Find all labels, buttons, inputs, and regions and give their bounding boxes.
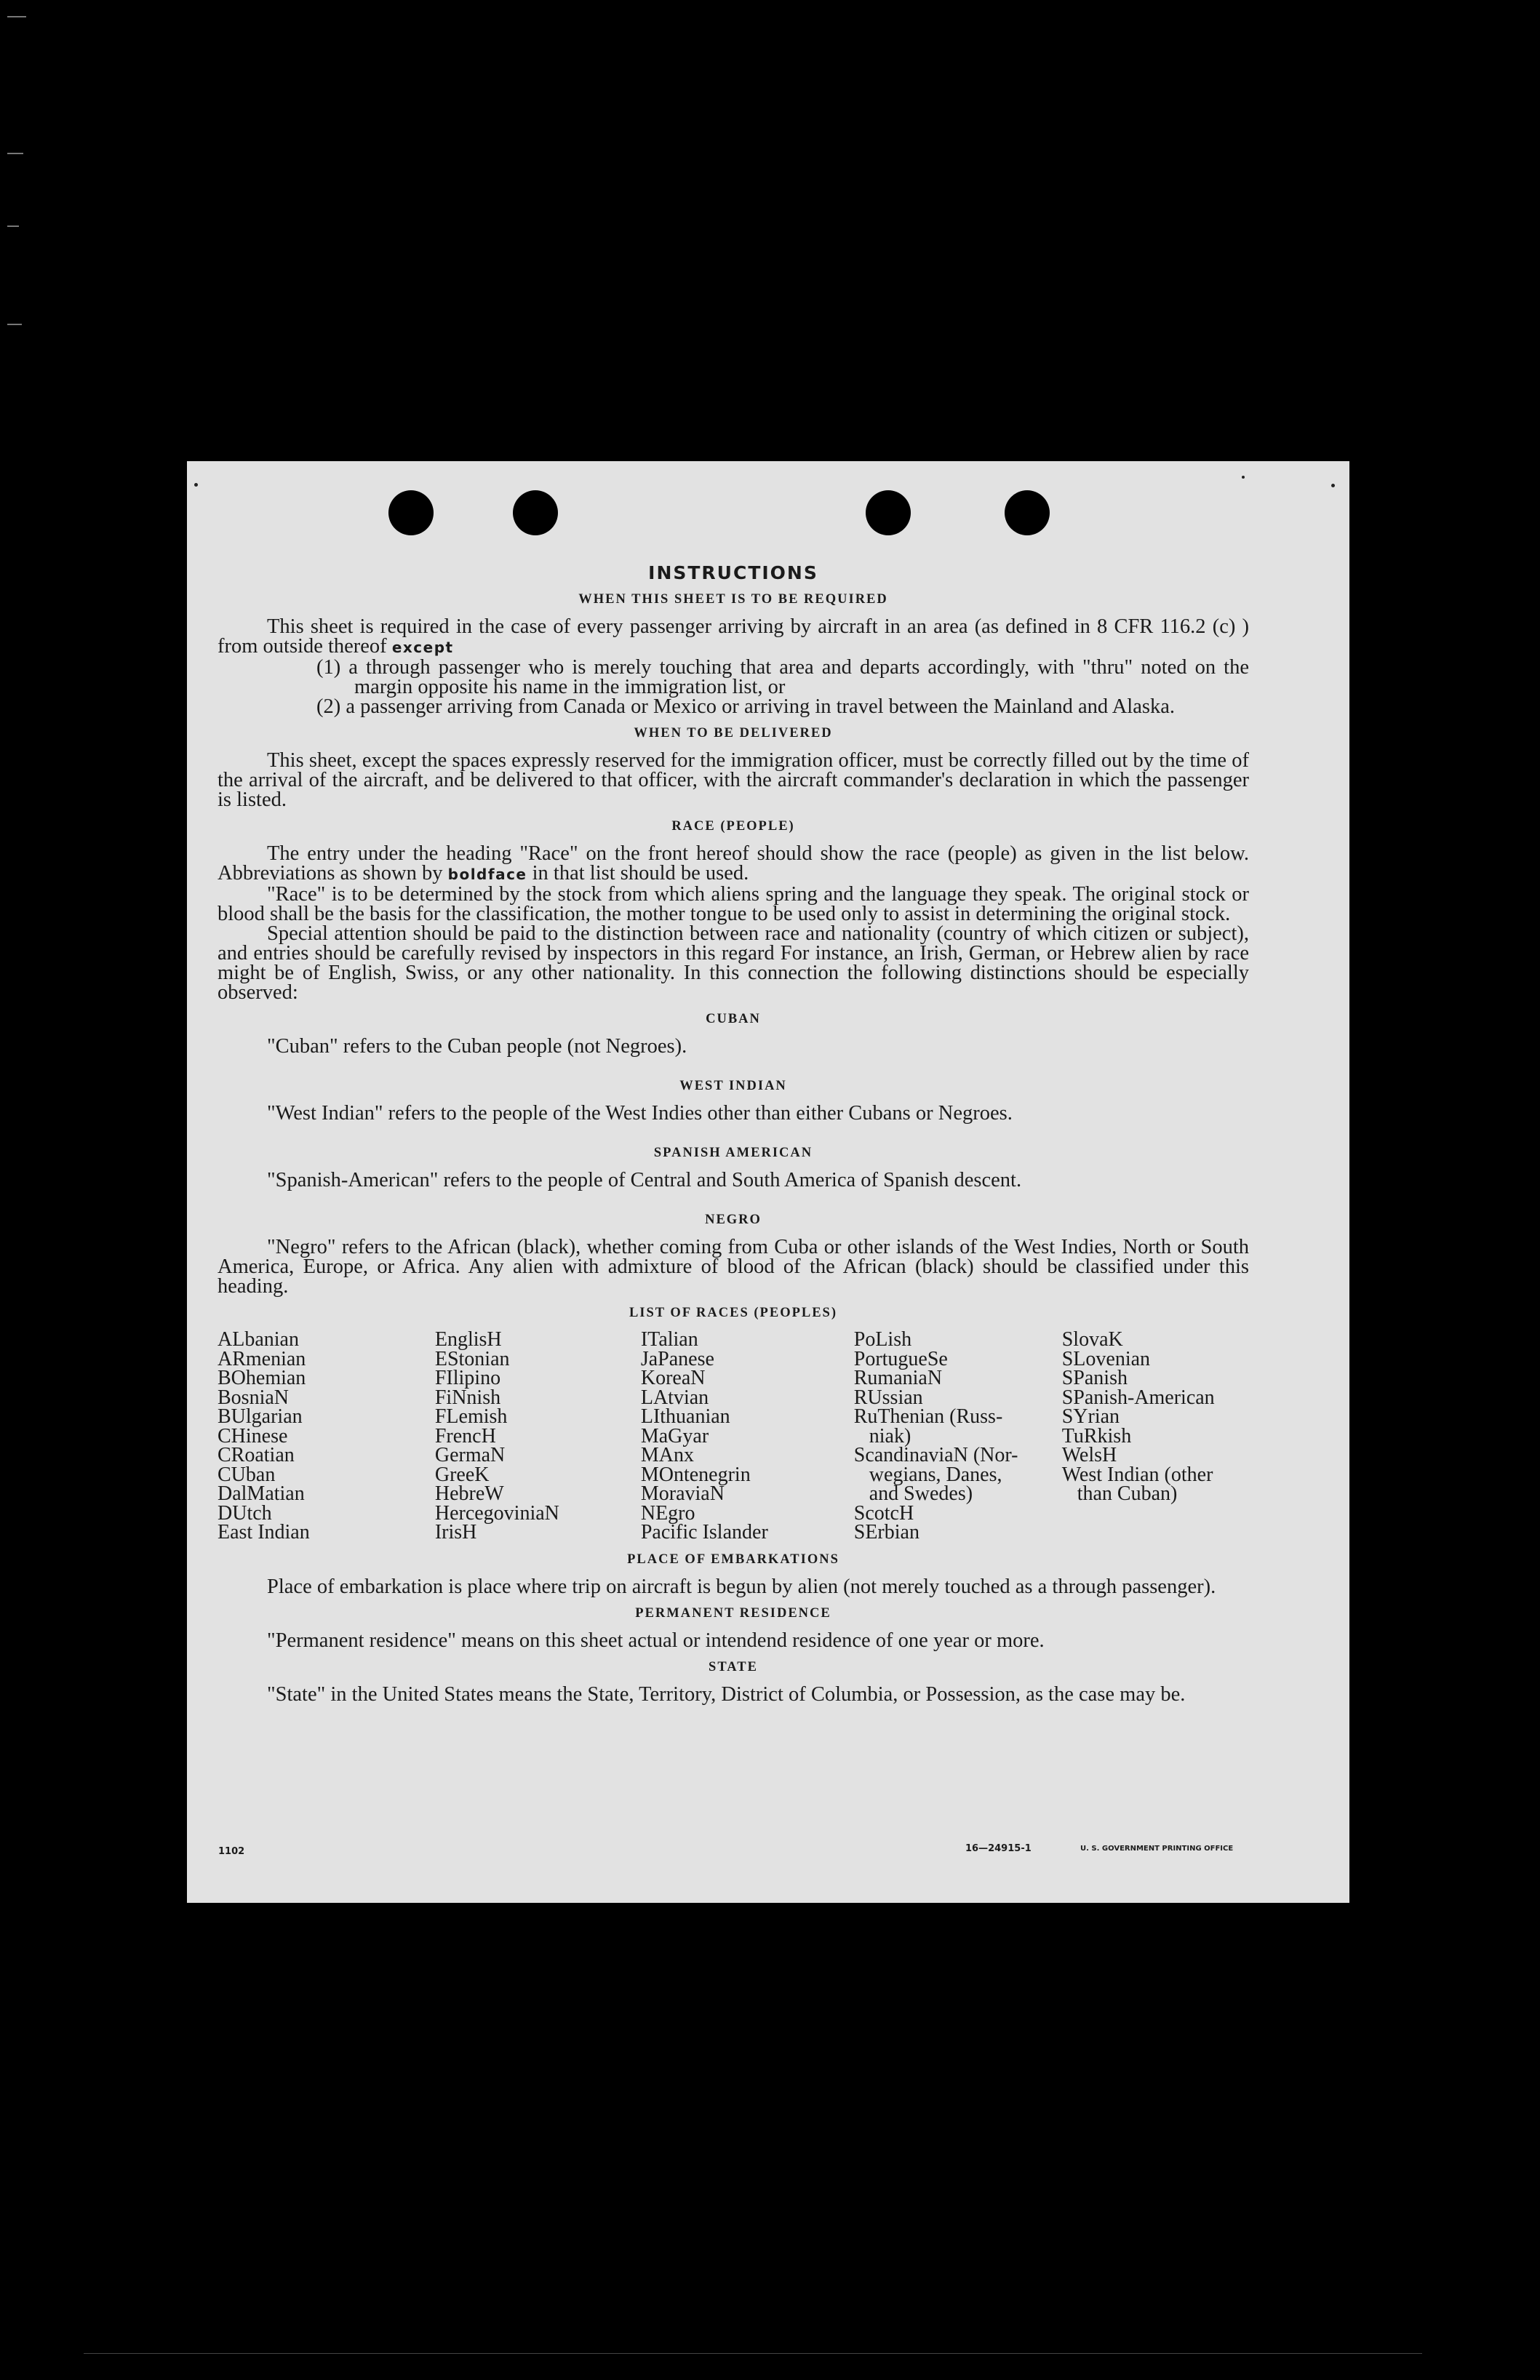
- race-entry: FIlipino: [434, 1367, 501, 1389]
- race-entry: EStonian: [434, 1347, 510, 1370]
- race-entry: LAtvian: [640, 1386, 709, 1409]
- race-column: [641, 1330, 854, 1543]
- race-entry: ScandinaviaN (Nor-: [853, 1444, 1018, 1466]
- race-entry: KoreaN: [640, 1367, 706, 1389]
- race-entry: ScotcH: [853, 1501, 914, 1525]
- boldface-word: except: [391, 639, 454, 656]
- race-entry: JaPanese: [640, 1347, 714, 1370]
- race-entry: SlovaK: [1061, 1328, 1123, 1351]
- race-entry: TuRkish: [1061, 1424, 1132, 1447]
- race-entry: West Indian (other: [1061, 1463, 1213, 1486]
- instruction-sheet: [187, 461, 1349, 1903]
- race-column: [218, 1330, 435, 1543]
- section-heading: SPANISH AMERICAN: [653, 1146, 813, 1160]
- race-entry: CUban: [218, 1463, 276, 1486]
- paragraph: "Cuban" refers to the Cuban people (not Negroes).: [267, 1035, 687, 1058]
- scan-speck: [194, 483, 198, 487]
- print-number: 16—24915-1: [965, 1843, 1032, 1854]
- race-entry: SYrian: [1061, 1405, 1120, 1428]
- race-entry: DalMatian: [218, 1482, 305, 1505]
- race-entry: DUtch: [218, 1501, 272, 1525]
- section-heading: WHEN THIS SHEET IS TO BE REQUIRED: [578, 592, 888, 607]
- race-entry: MoraviaN: [640, 1482, 725, 1505]
- instructions-body: [218, 563, 1249, 1704]
- race-entry: GreeK: [434, 1463, 490, 1486]
- paragraph-text: The entry under the heading "Race" on the front hereof should show the race (people) as given in the list below. Abbreviations as shown by: [218, 842, 1249, 884]
- paragraph: This sheet, except the spaces expressly reserved for the immigration officer, must be correctly filled out by the time of the arrival of the aircraft, and be delivered to that officer, with the aircraft commander's declaration in which the passenger is listed.: [218, 749, 1249, 811]
- race-entry: RUssian: [853, 1386, 923, 1409]
- section-heading: WHEN TO BE DELIVERED: [634, 726, 833, 740]
- paragraph-text: in that list should be used.: [532, 862, 749, 884]
- race-entry: WelsH: [1061, 1444, 1117, 1466]
- race-entry: CRoatian: [218, 1444, 295, 1466]
- race-entry: HebreW: [434, 1482, 504, 1505]
- scan-mark: [7, 324, 22, 325]
- race-entry: ALbanian: [218, 1328, 299, 1351]
- race-entry: ARmenian: [218, 1347, 306, 1370]
- section-heading: LIST OF RACES (PEOPLES): [629, 1306, 838, 1320]
- section-heading: WEST INDIAN: [679, 1079, 787, 1093]
- paragraph: Place of embarkation is place where trip on aircraft is begun by alien (not merely touched as a through passenger).: [267, 1575, 1216, 1598]
- punch-hole: [1005, 490, 1050, 535]
- boldface-word: boldface: [447, 866, 527, 883]
- paragraph: "Negro" refers to the African (black), whether coming from Cuba or other islands of the West Indies, North or South America, Europe, or Africa. Any alien with admixture of blood of the African (black) should be classified under this heading.: [218, 1236, 1249, 1298]
- race-entry: and Swedes): [853, 1482, 973, 1505]
- printer-credit: U. S. GOVERNMENT PRINTING OFFICE: [1080, 1845, 1234, 1853]
- race-entry: HercegoviniaN: [434, 1501, 559, 1525]
- race-entry: SPanish-American: [1061, 1386, 1215, 1409]
- section-heading: STATE: [709, 1659, 758, 1674]
- punch-hole: [513, 490, 558, 535]
- race-entry: MaGyar: [640, 1424, 709, 1447]
- list-item: (1) a through passenger who is merely touching that area and departs accordingly, with "thru" noted on the margin opposite his name in the immigration list, or: [316, 656, 1249, 698]
- race-entry: LIthuanian: [640, 1405, 730, 1428]
- race-entry: niak): [853, 1424, 911, 1447]
- race-entry: RuThenian (Russ-: [853, 1405, 1003, 1428]
- race-list: [218, 1330, 1249, 1543]
- race-entry: SLovenian: [1061, 1347, 1151, 1370]
- race-entry: East Indian: [218, 1521, 310, 1544]
- section-heading: PERMANENT RESIDENCE: [635, 1605, 831, 1621]
- page-title: INSTRUCTIONS: [648, 562, 818, 583]
- scan-speck: [1242, 476, 1245, 479]
- section-heading: NEGRO: [705, 1213, 762, 1227]
- race-entry: IrisH: [434, 1521, 477, 1544]
- race-entry: BosniaN: [218, 1386, 289, 1409]
- race-entry: BOhemian: [218, 1367, 306, 1389]
- scan-speck: [1331, 484, 1335, 487]
- paragraph: "Race" is to be determined by the stock from which aliens spring and the language they speak. The original stock or blood shall be the basis for the classification, the mother tongue to be used only to assist in determining the original stock.: [218, 883, 1249, 925]
- race-entry: PortugueSe: [853, 1347, 948, 1370]
- scan-mark: [7, 153, 23, 154]
- scan-mark: [7, 225, 19, 227]
- race-column: [435, 1330, 641, 1543]
- race-entry: wegians, Danes,: [853, 1463, 1002, 1486]
- race-entry: SPanish: [1061, 1367, 1128, 1389]
- paragraph: [218, 844, 1249, 884]
- punch-hole: [388, 490, 434, 535]
- race-entry: PoLish: [853, 1328, 912, 1351]
- race-entry: MOntenegrin: [640, 1463, 751, 1486]
- paragraph: "Spanish-American" refers to the people of Central and South America of Spanish descent.: [267, 1169, 1022, 1191]
- race-column: [1062, 1330, 1249, 1543]
- section-heading: CUBAN: [706, 1012, 761, 1026]
- race-entry: FLemish: [434, 1405, 508, 1428]
- form-number: 1102: [218, 1846, 245, 1857]
- race-column: [854, 1330, 1062, 1543]
- race-entry: SErbian: [853, 1521, 919, 1544]
- race-entry: Pacific Islander: [640, 1521, 768, 1544]
- paragraph: "Permanent residence" means on this sheet actual or intendend residence of one year or more.: [267, 1629, 1045, 1652]
- race-entry: than Cuban): [1061, 1482, 1178, 1505]
- race-entry: BUlgarian: [218, 1405, 303, 1428]
- race-entry: MAnx: [640, 1444, 694, 1466]
- paragraph: "State" in the United States means the State, Territory, District of Columbia, or Possession, as the case may be.: [267, 1682, 1186, 1706]
- scan-edge-line: [84, 2353, 1422, 2354]
- list-item: (2) a passenger arriving from Canada or Mexico or arriving in travel between the Mainland and Alaska.: [316, 695, 1175, 718]
- race-entry: NEgro: [640, 1501, 695, 1525]
- paragraph: [218, 617, 1249, 658]
- paragraph: "West Indian" refers to the people of the West Indies other than either Cubans or Negroes.: [267, 1102, 1013, 1125]
- section-heading: RACE (PEOPLE): [671, 819, 795, 834]
- race-entry: EnglisH: [434, 1328, 502, 1351]
- race-entry: CHinese: [218, 1424, 288, 1447]
- scan-mark: [7, 16, 26, 17]
- paragraph-text: This sheet is required in the case of every passenger arriving by aircraft in an area (as defined in 8 CFR 116.2 (c) ) from outside thereof: [218, 615, 1249, 658]
- paragraph: Special attention should be paid to the distinction between race and nationality (country of which citizen or subject), and entries should be carefully revised by inspectors in this regard For instance, an Irish, German, or Hebrew alien by race might be of English, Swiss, or any other nationality. In this connection the following distinctions should be especially observed:: [218, 922, 1249, 1004]
- race-entry: ITalian: [640, 1328, 698, 1351]
- race-entry: FiNnish: [434, 1386, 501, 1409]
- section-heading: PLACE OF EMBARKATIONS: [627, 1552, 839, 1567]
- punch-hole: [866, 490, 911, 535]
- race-entry: GermaN: [434, 1444, 506, 1466]
- race-entry: RumaniaN: [853, 1367, 943, 1389]
- race-entry: FrencH: [434, 1424, 496, 1447]
